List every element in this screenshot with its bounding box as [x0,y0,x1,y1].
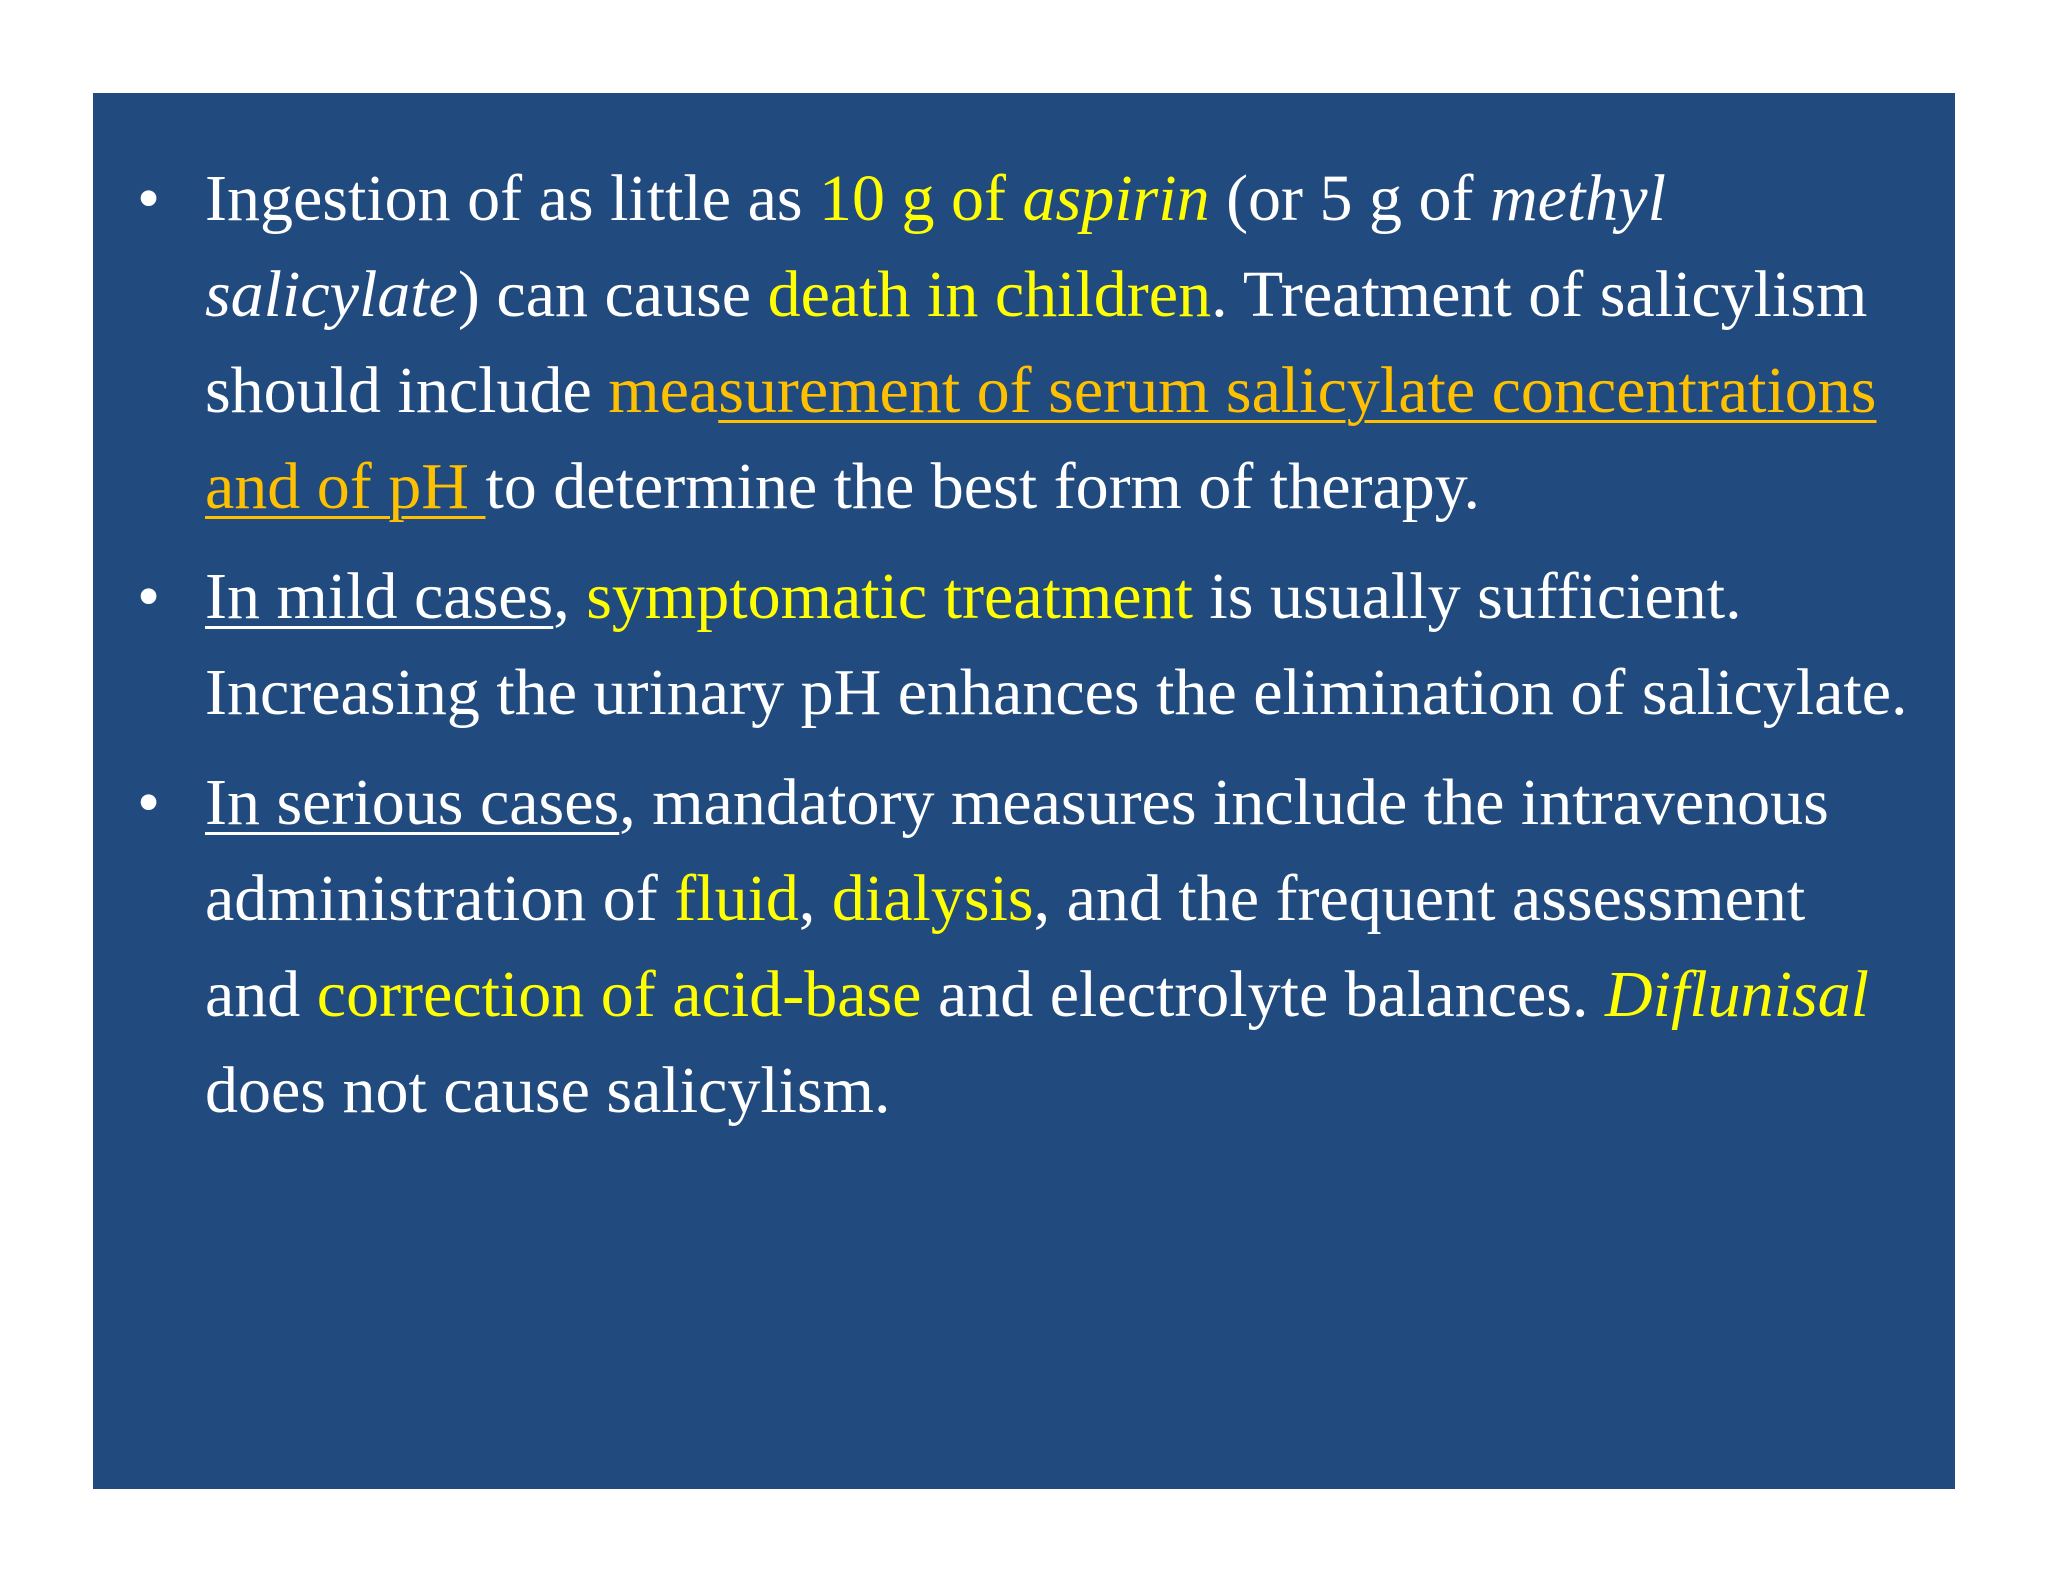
highlight-symptomatic-treatment: symptomatic treatment [586,560,1193,633]
highlight-aspirin: aspirin [1022,162,1210,235]
highlight-dose: 10 g of [819,162,1023,235]
text-run: , [798,862,832,935]
text-run: (or 5 g of [1209,162,1491,235]
text-run: ) can cause [457,258,768,331]
highlight-acid-base: correction of acid-base [316,958,922,1031]
bullet-dot: • [137,162,161,235]
bullet-dot: • [137,766,161,839]
bullet-list [93,151,1955,1153]
term-methyl-salicylate: methyl salicylate [205,162,1666,331]
bullet-item-serious-cases [93,755,1955,1139]
text-run: Ingestion of as little as [205,162,820,235]
text-run: . Treatment of salicylism should include [205,258,1868,427]
text-run: and electrolyte balances. [921,958,1605,1031]
label-serious-cases: In serious cases [205,766,620,839]
highlight-fluid: fluid [674,862,799,935]
bullet-item-mild-cases [93,549,1955,741]
text-run: , mandatory measures include the intravenous administration of [205,766,1829,935]
label-mild-cases: In mild cases [205,560,554,633]
highlight-dialysis: dialysis [831,862,1034,935]
text-run: does not cause salicylism. [205,1054,891,1127]
bullet-item-aspirin-toxicity [93,151,1955,535]
text-run: , and the frequent assessment and [205,862,1806,1031]
text-run: to determine the best form of therapy. [485,450,1480,523]
text-run: is usually sufficient. Increasing the urinary pH enhances the elimination of salicylate. [205,560,1908,729]
bullet-dot: • [137,560,161,633]
highlight-diflunisal: Diflunisal [1604,958,1870,1031]
highlight-death-in-children: death in children [767,258,1212,331]
highlight-measurement-prefix: mea [608,354,719,427]
slide [93,93,1955,1489]
highlight-measurement-underlined: surement of serum salicylate concentrations and of pH [205,354,1877,523]
text-run: , [553,560,587,633]
